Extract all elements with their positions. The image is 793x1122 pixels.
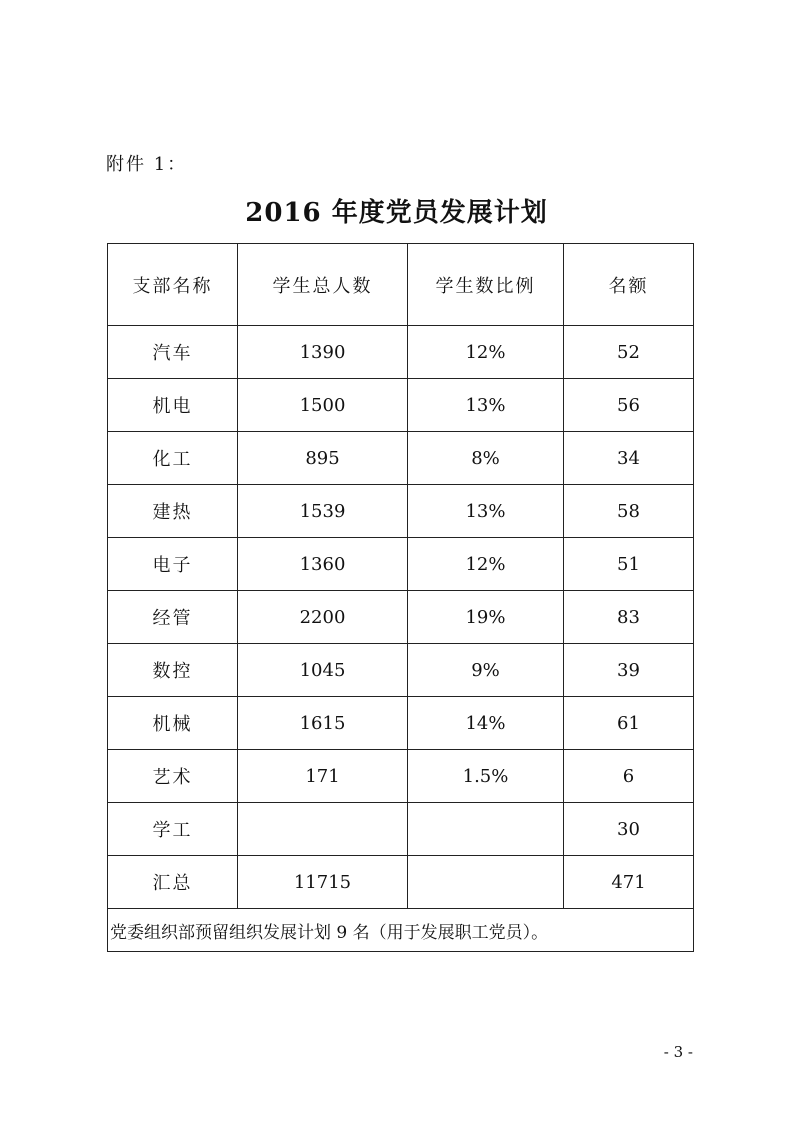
table-row — [108, 644, 694, 697]
table-row — [108, 326, 694, 379]
table-row — [108, 591, 694, 644]
branch-cell: 化工 — [108, 432, 238, 485]
ratio-cell: 12% — [408, 538, 564, 591]
branch-cell: 学工 — [108, 803, 238, 856]
branch-cell: 艺术 — [108, 750, 238, 803]
quota-cell: 52 — [564, 326, 694, 379]
branch-cell: 数控 — [108, 644, 238, 697]
page-number: - 3 - — [663, 1043, 693, 1061]
ratio-cell: 1.5% — [408, 750, 564, 803]
ratio-cell: 12% — [408, 326, 564, 379]
branch-cell: 经管 — [108, 591, 238, 644]
ratio-cell: 9% — [408, 644, 564, 697]
ratio-cell — [408, 856, 564, 909]
header-students: 学生总人数 — [238, 244, 408, 326]
ratio-cell: 13% — [408, 485, 564, 538]
students-cell: 1390 — [238, 326, 408, 379]
ratio-cell: 19% — [408, 591, 564, 644]
table-total-row — [108, 856, 694, 909]
table-row — [108, 697, 694, 750]
quota-cell: 83 — [564, 591, 694, 644]
quota-cell: 56 — [564, 379, 694, 432]
branch-cell: 建热 — [108, 485, 238, 538]
students-cell — [238, 803, 408, 856]
students-cell: 1500 — [238, 379, 408, 432]
quota-cell: 39 — [564, 644, 694, 697]
students-cell: 1539 — [238, 485, 408, 538]
quota-cell: 471 — [564, 856, 694, 909]
quota-cell: 58 — [564, 485, 694, 538]
table-footnote: 党委组织部预留组织发展计划 9 名（用于发展职工党员）。 — [108, 909, 694, 952]
quota-cell: 6 — [564, 750, 694, 803]
students-cell: 11715 — [238, 856, 408, 909]
header-branch: 支部名称 — [108, 244, 238, 326]
table-row — [108, 538, 694, 591]
branch-cell: 汇总 — [108, 856, 238, 909]
header-ratio: 学生数比例 — [408, 244, 564, 326]
quota-cell: 61 — [564, 697, 694, 750]
quota-cell: 30 — [564, 803, 694, 856]
students-cell: 1045 — [238, 644, 408, 697]
table-row — [108, 432, 694, 485]
quota-cell: 34 — [564, 432, 694, 485]
table-header-row — [108, 244, 694, 326]
students-cell: 1360 — [238, 538, 408, 591]
branch-cell: 电子 — [108, 538, 238, 591]
header-quota: 名额 — [564, 244, 694, 326]
branch-cell: 机电 — [108, 379, 238, 432]
students-cell: 1615 — [238, 697, 408, 750]
quota-cell: 51 — [564, 538, 694, 591]
ratio-cell: 13% — [408, 379, 564, 432]
table-row — [108, 750, 694, 803]
branch-cell: 机械 — [108, 697, 238, 750]
ratio-cell: 14% — [408, 697, 564, 750]
students-cell: 895 — [238, 432, 408, 485]
table-footnote-row — [108, 909, 694, 952]
table-row — [108, 379, 694, 432]
ratio-cell — [408, 803, 564, 856]
branch-cell: 汽车 — [108, 326, 238, 379]
attachment-label: 附件 1： — [106, 154, 188, 175]
document-title: 2016 年度党员发展计划 — [245, 198, 548, 228]
students-cell: 171 — [238, 750, 408, 803]
party-member-plan-table — [107, 243, 694, 952]
ratio-cell: 8% — [408, 432, 564, 485]
students-cell: 2200 — [238, 591, 408, 644]
table-row — [108, 485, 694, 538]
table-row — [108, 803, 694, 856]
